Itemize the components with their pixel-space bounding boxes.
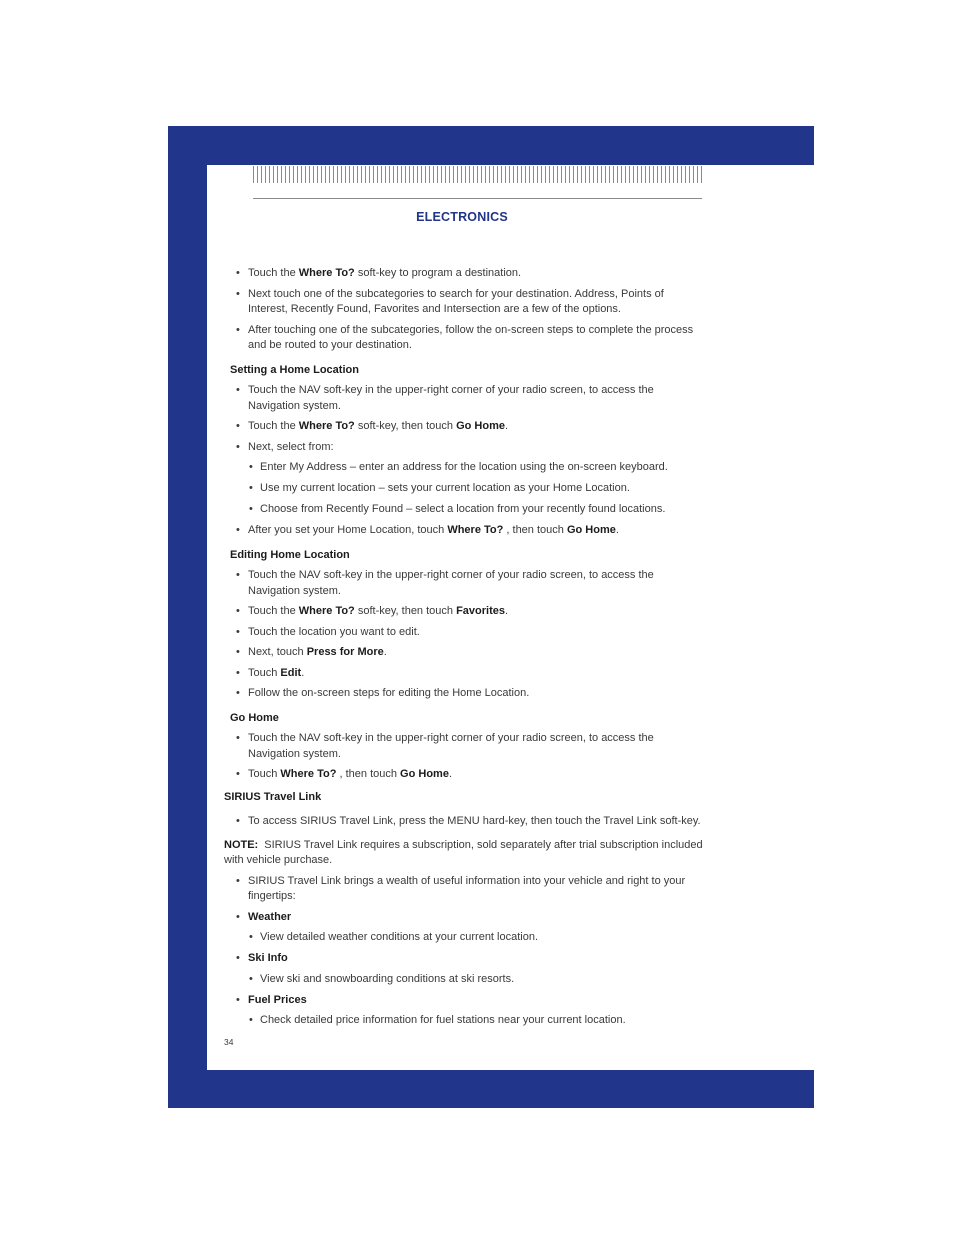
header-rule [253, 198, 702, 199]
sub-list-item: • View ski and snowboarding conditions at ski resorts. [224, 972, 704, 988]
list-item: • To access SIRIUS Travel Link, press the MENU hard-key, then touch the Travel Link soft-key. [224, 814, 704, 830]
list-item-fuel-prices: • Fuel Prices [224, 993, 704, 1009]
list-item: • Follow the on-screen steps for editing the Home Location. [224, 686, 704, 702]
heading-sirius-travel-link: SIRIUS Travel Link [224, 790, 322, 803]
list-item: • After touching one of the subcategories, follow the on-screen steps to complete the process and be routed to your destination. [224, 323, 704, 354]
note-label: NOTE: [224, 838, 259, 851]
sub-list-item: • View detailed weather conditions at your current location. [224, 930, 704, 946]
intro-list [224, 266, 704, 354]
page-content [224, 266, 704, 1034]
list-item: • Touch the NAV soft-key in the upper-right corner of your radio screen, to access the Navigation system. [224, 383, 704, 414]
header-tick-ruler [253, 166, 703, 183]
list-item: • After you set your Home Location, touch Where To? , then touch Go Home. [224, 523, 704, 539]
editing-list [224, 568, 704, 702]
sub-list-item: • Choose from Recently Found – select a location from your recently found locations. [224, 502, 704, 518]
heading-editing-home-location: Editing Home Location [230, 548, 350, 561]
note-text: SIRIUS Travel Link requires a subscription, sold separately after trial subscription included with vehicle purchase. [224, 838, 703, 866]
section-title: ELECTRONICS [416, 210, 508, 224]
go-home-list [224, 731, 704, 783]
list-item: • Touch the NAV soft-key in the upper-right corner of your radio screen, to access the Navigation system. [224, 731, 704, 762]
sub-list-item: • Use my current location – sets your current location as your Home Location. [224, 481, 704, 497]
list-item: • Next touch one of the subcategories to search for your destination. Address, Points of Interest, Recently Found, Favorites and Intersection are a few of the options. [224, 287, 704, 318]
list-item: • Touch the NAV soft-key in the upper-right corner of your radio screen, to access the Navigation system. [224, 568, 704, 599]
sirius-list [224, 874, 704, 1029]
list-item: • Next, select from: [224, 440, 704, 456]
list-item-ski-info: • Ski Info [224, 951, 704, 967]
list-item: • Touch the Where To? soft-key to program a destination. [224, 266, 704, 282]
list-item: • Touch the location you want to edit. [224, 625, 704, 641]
heading-home-location: Setting a Home Location [230, 363, 359, 376]
list-item: • SIRIUS Travel Link brings a wealth of useful information into your vehicle and right to your fingertips: [224, 874, 704, 905]
list-item: • Touch Where To? , then touch Go Home. [224, 767, 704, 783]
heading-go-home: Go Home [230, 711, 279, 724]
list-item-weather: • Weather [224, 910, 704, 926]
page-number: 34 [224, 1037, 234, 1047]
list-item: • Touch Edit. [224, 666, 704, 682]
list-item: • Touch the Where To? soft-key, then touch Favorites. [224, 604, 704, 620]
note-paragraph [224, 838, 704, 869]
list-item: • Next, touch Press for More. [224, 645, 704, 661]
sub-list-item: • Enter My Address – enter an address for the location using the on-screen keyboard. [224, 460, 704, 476]
home-location-list [224, 383, 704, 539]
sub-list-item: • Check detailed price information for fuel stations near your current location. [224, 1013, 704, 1029]
list-item: • Touch the Where To? soft-key, then touch Go Home. [224, 419, 704, 435]
